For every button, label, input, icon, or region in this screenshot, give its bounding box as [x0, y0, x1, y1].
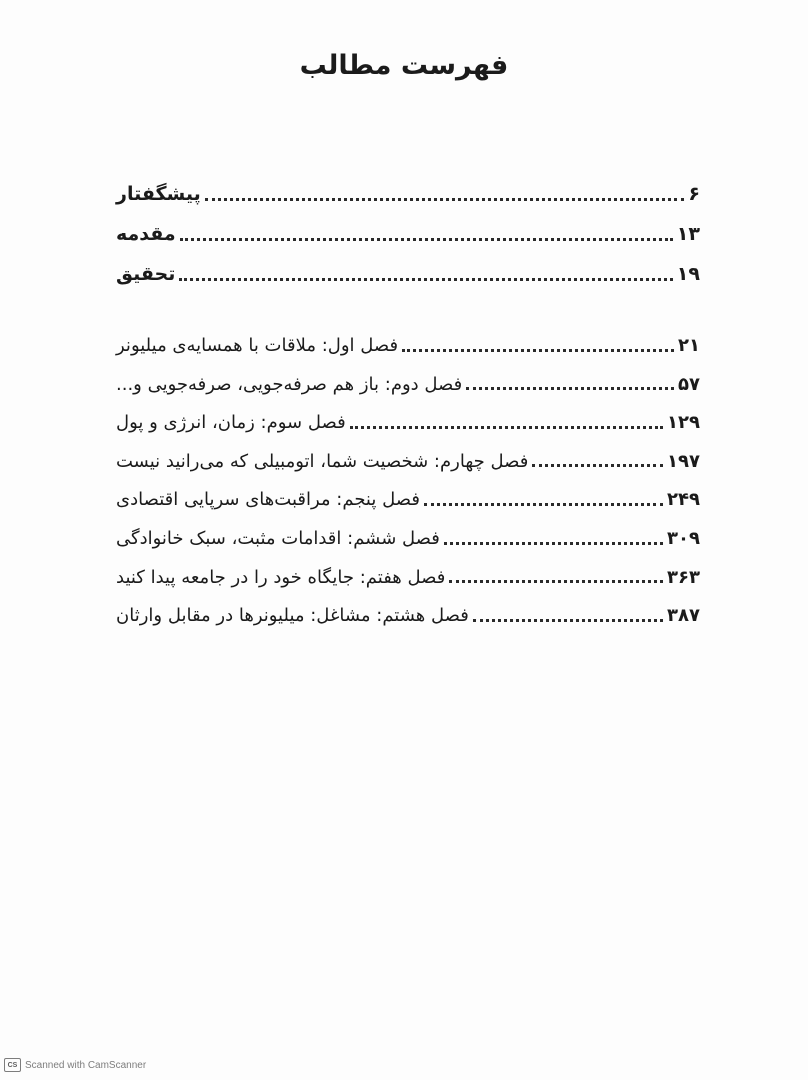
entry-title: فصل سوم: زمان، انرژی و پول [116, 412, 346, 434]
entry-page-number: ۱۹۷ [667, 450, 700, 472]
dot-leader [205, 197, 685, 201]
entry-title: فصل هفتم: جایگاه خود را در جامعه پیدا کنید [116, 566, 446, 588]
entry-page-number: ۲۴۹ [667, 489, 700, 511]
entry-page-number: ۵۷ [678, 373, 700, 395]
chapter-list [110, 318, 702, 627]
entry-page-number: ۱۲۹ [667, 412, 700, 434]
toc-entry-chapter-6 [110, 511, 702, 550]
toc-entry-chapter-2 [110, 357, 702, 396]
entry-title: فصل پنجم: مراقبت‌های سرپایی اقتصادی [116, 489, 420, 511]
entry-title: فصل اول: ملاقات با همسایه‌ی میلیونر [116, 335, 399, 356]
front-matter-list [110, 166, 702, 286]
entry-page-number: ۳۸۷ [667, 605, 700, 627]
dot-leader [424, 502, 663, 506]
dot-leader [444, 541, 663, 545]
toc-entry-introduction [110, 206, 702, 246]
scanner-watermark [4, 1058, 146, 1072]
dot-leader [466, 386, 674, 390]
watermark-text: Scanned with CamScanner [25, 1059, 147, 1071]
toc-entry-chapter-1 [110, 318, 702, 357]
entry-title: فصل دوم: باز هم صرفه‌جویی، صرفه‌جویی و... [116, 373, 463, 395]
toc-entry-research [110, 246, 702, 286]
dot-leader [180, 237, 673, 241]
toc-entry-chapter-7 [110, 550, 702, 589]
entry-title: پیشگفتار [116, 183, 201, 206]
dot-leader [402, 348, 674, 352]
page-title: فهرست مطالب [299, 50, 509, 81]
entry-title: تحقیق [116, 263, 176, 286]
dot-leader [179, 277, 672, 281]
entry-title: فصل ششم: اقدامات مثبت، سبک خانوادگی [116, 527, 440, 549]
toc-entry-preface [110, 166, 702, 206]
entry-title: فصل هشتم: مشاغل: میلیونرها در مقابل وارثان [116, 605, 469, 627]
dot-leader [532, 463, 663, 467]
entry-page-number: ۳۶۳ [667, 566, 700, 588]
camscanner-logo-icon: CS [4, 1058, 21, 1072]
toc-entry-chapter-4 [110, 434, 702, 473]
dot-leader [350, 425, 663, 429]
entry-title: فصل چهارم: شخصیت شما، اتومبیلی که می‌رانید نیست [116, 450, 529, 472]
entry-page-number: ۲۱ [678, 335, 700, 356]
dot-leader [449, 579, 663, 583]
dot-leader [473, 618, 663, 622]
entry-page-number: ۱۹ [676, 263, 700, 286]
entry-page-number: ۳۰۹ [667, 527, 700, 549]
entry-title: مقدمه [116, 223, 176, 246]
entry-page-number: ۱۳ [676, 223, 700, 246]
toc-entry-chapter-8 [110, 588, 702, 627]
toc-entry-chapter-3 [110, 395, 702, 434]
toc-entry-chapter-5 [110, 472, 702, 511]
entry-page-number: ۶ [688, 183, 700, 206]
